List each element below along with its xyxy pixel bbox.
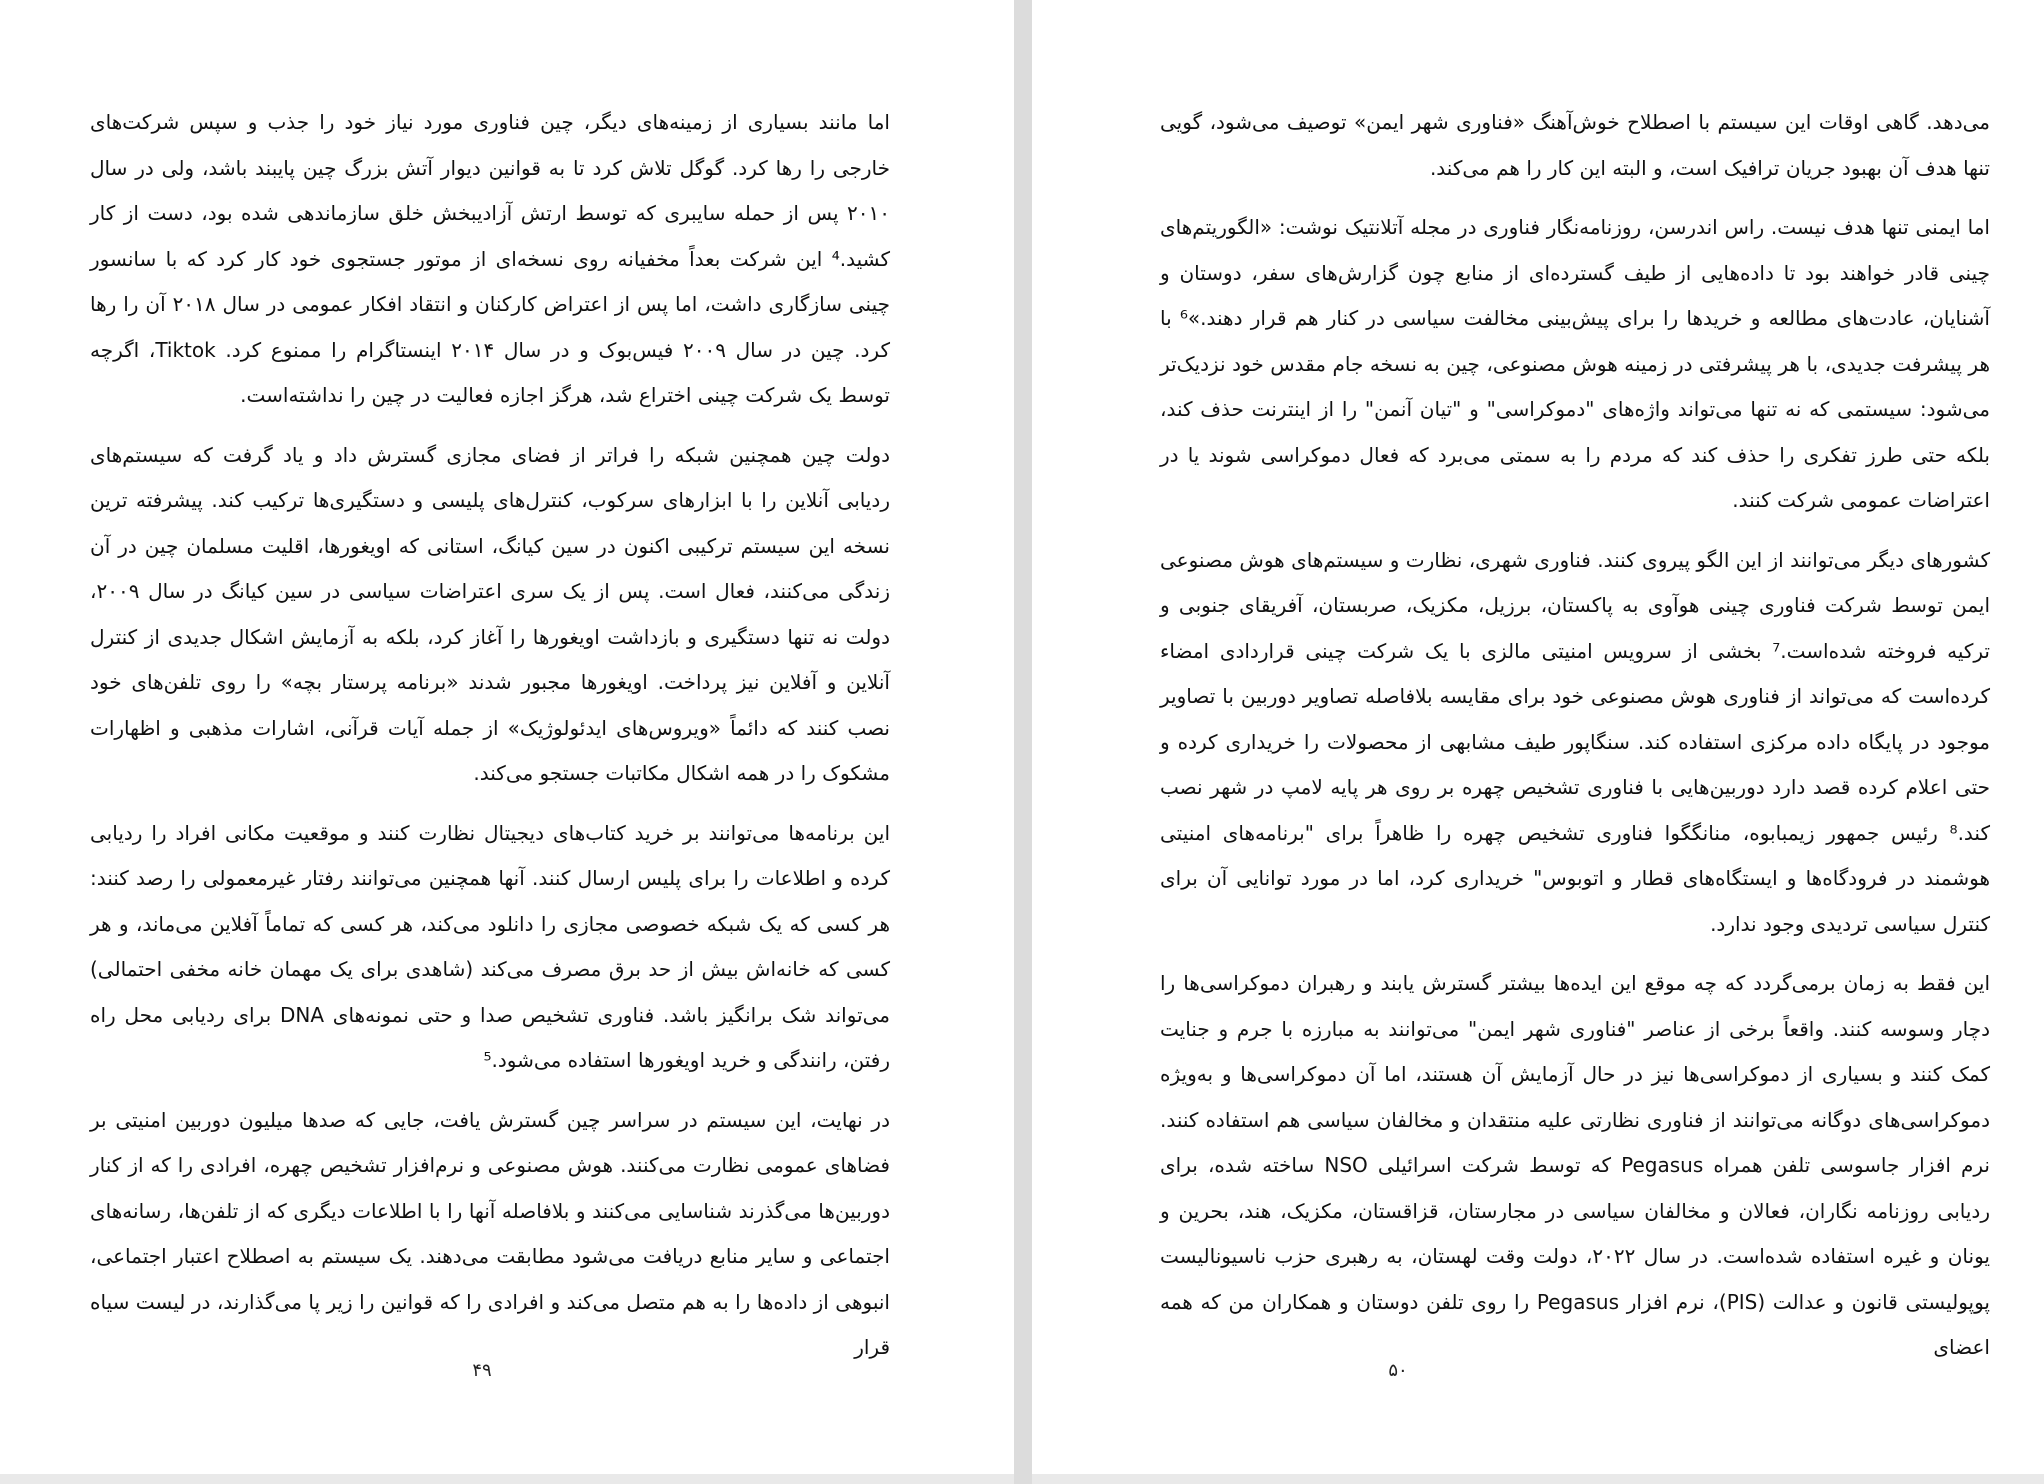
right-page	[1032, 0, 2044, 1474]
paragraph: این فقط به زمان برمی‌گردد که چه موقع این ایده‌ها بیشتر گسترش یابند و رهبران دموکراسی‌ها را دچار وسوسه کنند. واقعاً برخی از عناصر "فناوری شهر ایمن" می‌توانند به مبارزه با جرم و جنایت کمک کنند و بسیاری از دموکراسی‌ها نیز در حال آزمایش آن هستند، اما آن دموکراسی‌ها و به‌ویژه دموکراسی‌های دوگانه می‌توانند از فناوری نظارتی علیه منتقدان و مخالفان سیاسی هم استفاده کنند. نرم افزار جاسوسی تلفن همراه Pegasus که توسط شرکت اسرائیلی NSO ساخته شده، برای ردیابی روزنامه نگاران، فعالان و مخالفان سیاسی در مجارستان، قزاقستان، مکزیک، هند، بحرین و یونان و غیره استفاده شده‌است. در سال ۲۰۲۲، دولت وقت لهستان، به رهبری حزب ناسیونالیست پوپولیستی قانون و عدالت (PIS)، نرم افزار Pegasus را روی تلفن دوستان و همکاران من که همه اعضای	[1160, 971, 1990, 1359]
paragraph: می‌دهد. گاهی اوقات این سیستم با اصطلاح خوش‌آهنگ «فناوری شهر ایمن» توصیف می‌شود، گویی تنها هدف آن بهبود جریان ترافیک است، و البته این کار را هم می‌کند.	[1160, 110, 1990, 180]
page-gutter	[1014, 0, 1032, 1484]
paragraph: این برنامه‌ها می‌توانند بر خرید کتاب‌های دیجیتال نظارت کنند و موقعیت مکانی افراد را ردیابی کرده و اطلاعات را برای پلیس ارسال کنند. آنها همچنین می‌توانند رفتار غیرمعمولی را رصد کنند: هر کسی که یک شبکه خصوصی مجازی را دانلود می‌کند، هر کسی که تماماً آفلاین می‌ماند، و هر کسی که خانه‌اش بیش از حد برق مصرف می‌کند (شاهدی برای یک مهمان خانه مخفی احتمالی) می‌تواند شک برانگیز باشد. فناوری تشخیص صدا و حتی نمونه‌های DNA برای ردیابی محل راه رفتن، رانندگی و خرید اویغورها استفاده می‌شود.⁵	[90, 820, 891, 1072]
page-number: ۴۹	[472, 1360, 492, 1381]
paragraph: کشورهای دیگر می‌توانند از این الگو پیروی کنند. فناوری شهری، نظارت و سیستم‌های هوش مصنوعی ایمن توسط شرکت فناوری چینی هوآوی به پاکستان، برزیل، مکزیک، صربستان، آفریقای جنوبی و ترکیه فروخته شده‌است.⁷ بخشی از سرویس امنیتی مالزی با یک شرکت چینی قراردادی امضاء کرده‌است که می‌تواند از فناوری هوش مصنوعی خود برای مقایسه بلافاصله تصاویر دوربین با تصاویر موجود در پایگاه داده مرکزی استفاده کند. سنگاپور طیف مشابهی از محصولات را خریداری کرده و حتی اعلام کرده قصد دارد دوربین‌هایی با فناوری تشخیص چهره بر روی هر پایه لامپ در شهر نصب کند.⁸ رئیس جمهور زیمبابوه، منانگگوا فناوری تشخیص چهره را ظاهراً برای "برنامه‌های امنیتی هوشمند در فرودگاه‌ها و ایستگاه‌های قطار و اتوبوس" خریداری کرد، اما در مورد توانایی آن برای کنترل سیاسی تردیدی وجود ندارد.	[1160, 547, 1990, 936]
page-number: ۵۰	[1388, 1360, 1408, 1381]
paragraph: دولت چین همچنین شبکه را فراتر از فضای مجازی گسترش داد و یاد گرفت که سیستم‌های ردیابی آنلاین را با ابزارهای سرکوب، کنترل‌های پلیسی و دستگیری‌ها ترکیب کند. پیشرفته ترین نسخه این سیستم ترکیبی اکنون در سین کیانگ، استانی که اویغورها، اقلیت مسلمان چین در آن زندگی می‌کنند، فعال است. پس از یک سری اعتراضات سیاسی در سین کیانگ در سال ۲۰۰۹، دولت نه تنها دستگیری و بازداشت اویغورها را آغاز کرد، بلکه به آزمایش اشکال جدیدی از کنترل آنلاین و آفلاین نیز پرداخت. اویغورها مجبور شدند «برنامه پرستار بچه» را روی تلفن‌های خود نصب کنند که دائماً «ویروس‌های ایدئولوژیک» از جمله آیات قرآنی، اشارات مذهبی و اظهارات مشکوک را در همه اشکال مکاتبات جستجو می‌کند.	[90, 442, 890, 785]
paragraph: اما ایمنی تنها هدف نیست. راس اندرسن، روزنامه‌نگار فناوری در مجله آتلانتیک نوشت: «الگوریتم‌های چینی قادر خواهند بود تا داده‌هایی از طیف گسترده‌ای از منابع چون گزارش‌های سفر، دوستان و آشنایان، عادت‌های مطالعه و خریدها را برای پیش‌بینی مخالفت سیاسی در کنار هم قرار دهند.»⁶ با هر پیشرفت جدیدی، با هر پیشرفتی در زمینه هوش مصنوعی، چین به نسخه جام مقدس خود نزدیک‌تر می‌شود: سیستمی که نه تنها می‌تواند واژه‌های "دموکراسی" و "تیان آنمن" را از اینترنت حذف کند، بلکه حتی طرز تفکری را حذف کند که مردم را به سمتی می‌برد که فعال دموکراسی شوند یا در اعتراضات عمومی شرکت کنند.	[1160, 215, 1990, 512]
paragraph: اما مانند بسیاری از زمینه‌های دیگر، چین فناوری مورد نیاز خود را جذب و سپس شرکت‌های خارجی را رها کرد. گوگل تلاش کرد تا به قوانین دیوار آتش بزرگ چین پایبند باشد، ولی در سال ۲۰۱۰ پس از حمله سایبری که توسط ارتش آزادیبخش خلق سازماندهی شده بود، دست از کار کشید.⁴ این شرکت بعداً مخفیانه روی نسخه‌ای از موتور جستجوی خود کار کرد که با سانسور چینی سازگاری داشت، اما پس از اعتراض کارکنان و انتقاد افکار عمومی در سال ۲۰۱۸ آن را رها کرد. چین در سال ۲۰۰۹ فیس‌بوک و در سال ۲۰۱۴ اینستاگرام را ممنوع کرد. Tiktok، اگرچه توسط یک شرکت چینی اختراع شد، هرگز اجازه فعالیت در چین را نداشته‌است.	[90, 110, 890, 407]
right-page-text	[1160, 100, 1990, 1385]
left-page	[0, 0, 1014, 1474]
paragraph: در نهایت، این سیستم در سراسر چین گسترش یافت، جایی که صدها میلیون دوربین امنیتی بر فضاهای عمومی نظارت می‌کنند. هوش مصنوعی و نرم‌افزار تشخیص چهره، افرادی را که از کنار دوربین‌ها می‌گذرند شناسایی می‌کنند و بلافاصله آنها را با اطلاعات دیگری که از تلفن‌ها، رسانه‌های اجتماعی و سایر منابع دریافت می‌شود مطابقت می‌دهند. یک سیستم به اصطلاح اعتبار اجتماعی، انبوهی از داده‌ها را به هم متصل می‌کند و افرادی را که قوانین را زیر پا می‌گذارند، در لیست سیاه قرار	[90, 1107, 890, 1359]
left-page-text	[90, 100, 890, 1385]
